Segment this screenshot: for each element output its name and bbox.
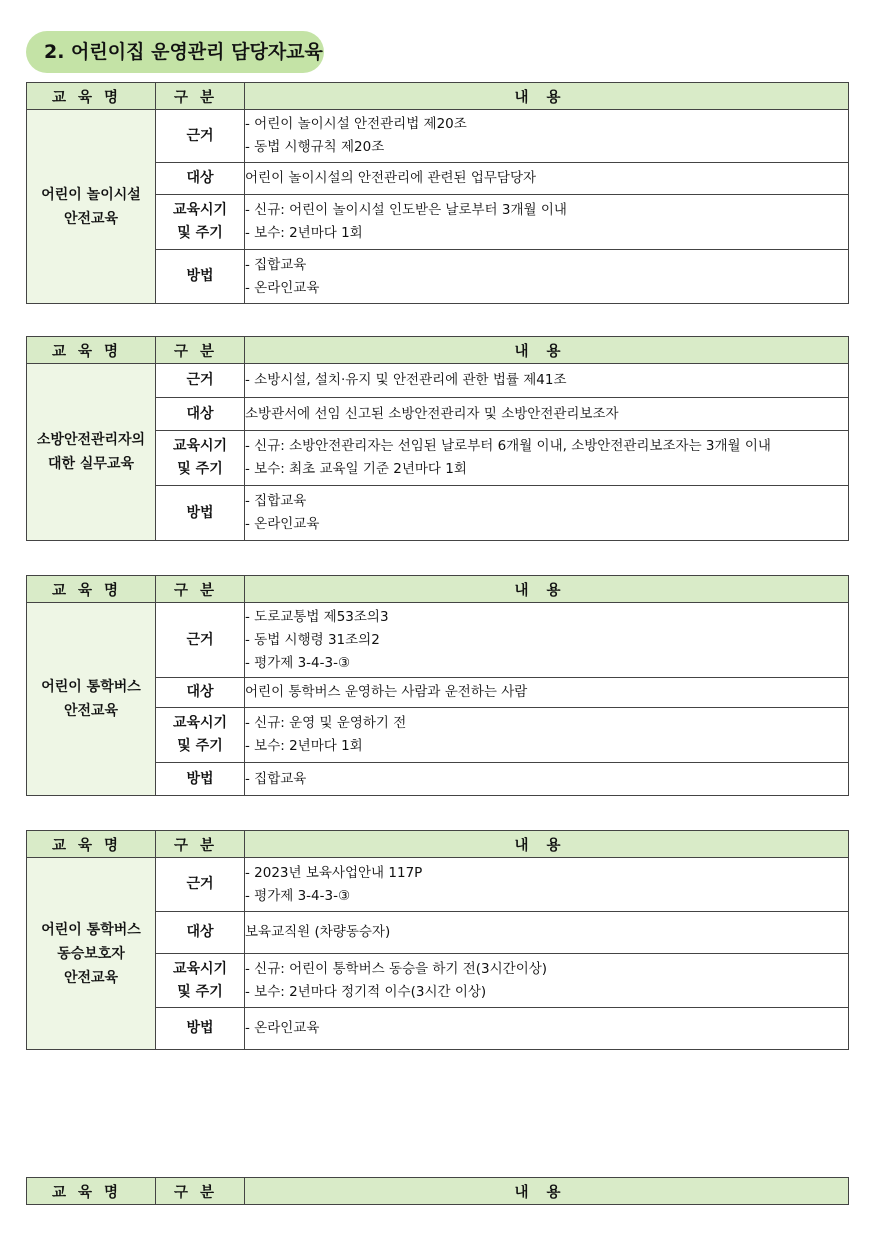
row-category-line: 방법 (186, 504, 214, 521)
row-category-line: 교육시기 (172, 202, 228, 218)
row-content (245, 486, 849, 541)
row-category-line: 및 주기 (177, 225, 223, 241)
row-category-line: 근거 (186, 127, 214, 144)
row-content (245, 954, 849, 1008)
education-name (27, 110, 156, 304)
education-name-line: 어린이 통학버스 (41, 921, 141, 938)
table-row (27, 603, 849, 678)
row-category (156, 763, 245, 796)
header-education-name: 교육명 (27, 576, 156, 603)
row-category (156, 708, 245, 763)
education-name-line: 안전교육 (63, 969, 119, 986)
education-name-line: 어린이 놀이시설 (41, 186, 141, 203)
header-category: 구분 (156, 337, 245, 364)
row-category-line: 및 주기 (177, 738, 223, 754)
education-name-line: 안전교육 (63, 210, 119, 227)
header-education-name: 교육명 (27, 83, 156, 110)
row-content (245, 431, 849, 486)
header-content: 내용 (245, 1178, 849, 1205)
row-category (156, 486, 245, 541)
row-category (156, 364, 245, 398)
content-line: - 신규: 소방안전관리자는 선임된 날로부터 6개월 이내, 소방안전관리보조자는 3개월 이내 (245, 438, 771, 454)
content-line: 어린이 통학버스 운영하는 사람과 운전하는 사람 (245, 684, 528, 700)
content-line: - 집합교육 (245, 256, 307, 273)
row-category-line: 교육시기 (172, 715, 228, 731)
row-content (245, 250, 849, 304)
row-category-line: 방법 (186, 770, 214, 787)
header-category: 구분 (156, 1178, 245, 1205)
content-line: - 보수: 2년마다 1회 (245, 225, 363, 241)
row-content (245, 364, 849, 398)
row-category (156, 110, 245, 163)
table-header-row (27, 83, 849, 110)
education-table (26, 336, 849, 541)
header-category: 구분 (156, 576, 245, 603)
row-category (156, 431, 245, 486)
content-line: - 집합교육 (245, 493, 307, 509)
education-table (26, 830, 849, 1050)
row-category (156, 954, 245, 1008)
education-name (27, 858, 156, 1050)
header-education-name: 교육명 (27, 831, 156, 858)
row-category (156, 912, 245, 954)
content-line: - 동법 시행령 31조의2 (245, 631, 380, 648)
section-title: 2. 어린이집 운영관리 담당자교육 (26, 31, 324, 73)
education-name-line: 동승보호자 (57, 945, 125, 962)
table-row (27, 110, 849, 163)
content-line: - 평가제 3-4-3-③ (245, 887, 351, 904)
header-category: 구분 (156, 83, 245, 110)
education-name-line: 대한 실무교육 (47, 456, 135, 472)
header-category: 구분 (156, 831, 245, 858)
row-category-line: 및 주기 (177, 983, 223, 1000)
education-table (26, 1177, 849, 1205)
row-category (156, 250, 245, 304)
content-line: - 보수: 2년마다 1회 (245, 738, 363, 754)
row-category-line: 방법 (186, 268, 214, 284)
row-category-line: 근거 (186, 876, 214, 892)
row-category (156, 195, 245, 250)
content-line: - 동법 시행규칙 제20조 (245, 139, 385, 155)
content-line: - 온라인교육 (245, 516, 320, 532)
education-name (27, 603, 156, 796)
row-category-line: 대상 (186, 170, 214, 186)
row-content (245, 110, 849, 163)
row-category-line: 근거 (186, 631, 214, 648)
row-category (156, 858, 245, 912)
row-category-line: 대상 (186, 405, 214, 422)
content-line: - 2023년 보육사업안내 117P (245, 864, 423, 881)
row-category-line: 방법 (186, 1020, 214, 1036)
row-content (245, 858, 849, 912)
row-category-line: 교육시기 (172, 960, 228, 977)
content-line: - 온라인교육 (245, 1020, 320, 1036)
row-content (245, 678, 849, 708)
education-name-line: 어린이 통학버스 (41, 679, 141, 695)
header-content: 내용 (245, 576, 849, 603)
content-line: - 보수: 최초 교육일 기준 2년마다 1회 (245, 461, 467, 477)
row-content (245, 163, 849, 195)
table-header-row (27, 1178, 849, 1205)
content-line: 어린이 놀이시설의 안전관리에 관련된 업무담당자 (245, 170, 537, 186)
row-category (156, 678, 245, 708)
table-header-row (27, 576, 849, 603)
table-header-row (27, 337, 849, 364)
content-line: - 보수: 2년마다 정기적 이수(3시간 이상) (245, 983, 487, 1000)
table-row (27, 858, 849, 912)
content-line: - 평가제 3-4-3-③ (245, 654, 351, 671)
row-category (156, 398, 245, 431)
education-name (27, 364, 156, 541)
row-category (156, 1008, 245, 1050)
content-line: - 신규: 운영 및 운영하기 전 (245, 715, 407, 731)
content-line: 보육교직원 (차량동승자) (245, 924, 391, 940)
education-table (26, 82, 849, 304)
education-table (26, 575, 849, 796)
header-content: 내용 (245, 831, 849, 858)
table-header-row (27, 831, 849, 858)
row-content (245, 398, 849, 431)
row-category-line: 대상 (186, 684, 214, 700)
row-content (245, 603, 849, 678)
row-category-line: 근거 (186, 372, 214, 388)
content-line: - 소방시설, 설치·유지 및 안전관리에 관한 법률 제41조 (245, 372, 567, 388)
content-line: - 도로교통법 제53조의3 (245, 608, 389, 625)
content-line: 소방관서에 선임 신고된 소방안전관리자 및 소방안전관리보조자 (245, 405, 619, 422)
row-content (245, 912, 849, 954)
header-education-name: 교육명 (27, 1178, 156, 1205)
header-education-name: 교육명 (27, 337, 156, 364)
row-content (245, 708, 849, 763)
row-category (156, 163, 245, 195)
header-content: 내용 (245, 83, 849, 110)
content-line: - 신규: 어린이 놀이시설 인도받은 날로부터 3개월 이내 (245, 202, 567, 218)
row-category (156, 603, 245, 678)
row-content (245, 195, 849, 250)
row-category-line: 및 주기 (177, 461, 223, 477)
content-line: - 집합교육 (245, 770, 307, 787)
row-category-line: 대상 (186, 924, 214, 940)
header-content: 내용 (245, 337, 849, 364)
row-content (245, 1008, 849, 1050)
education-name-line: 소방안전관리자의 (36, 432, 146, 448)
content-line: - 신규: 어린이 통학버스 동승을 하기 전(3시간이상) (245, 960, 548, 977)
row-content (245, 763, 849, 796)
content-line: - 어린이 놀이시설 안전관리법 제20조 (245, 116, 467, 132)
content-line: - 온라인교육 (245, 279, 320, 296)
table-row (27, 364, 849, 398)
education-name-line: 안전교육 (63, 703, 119, 719)
row-category-line: 교육시기 (172, 438, 228, 454)
